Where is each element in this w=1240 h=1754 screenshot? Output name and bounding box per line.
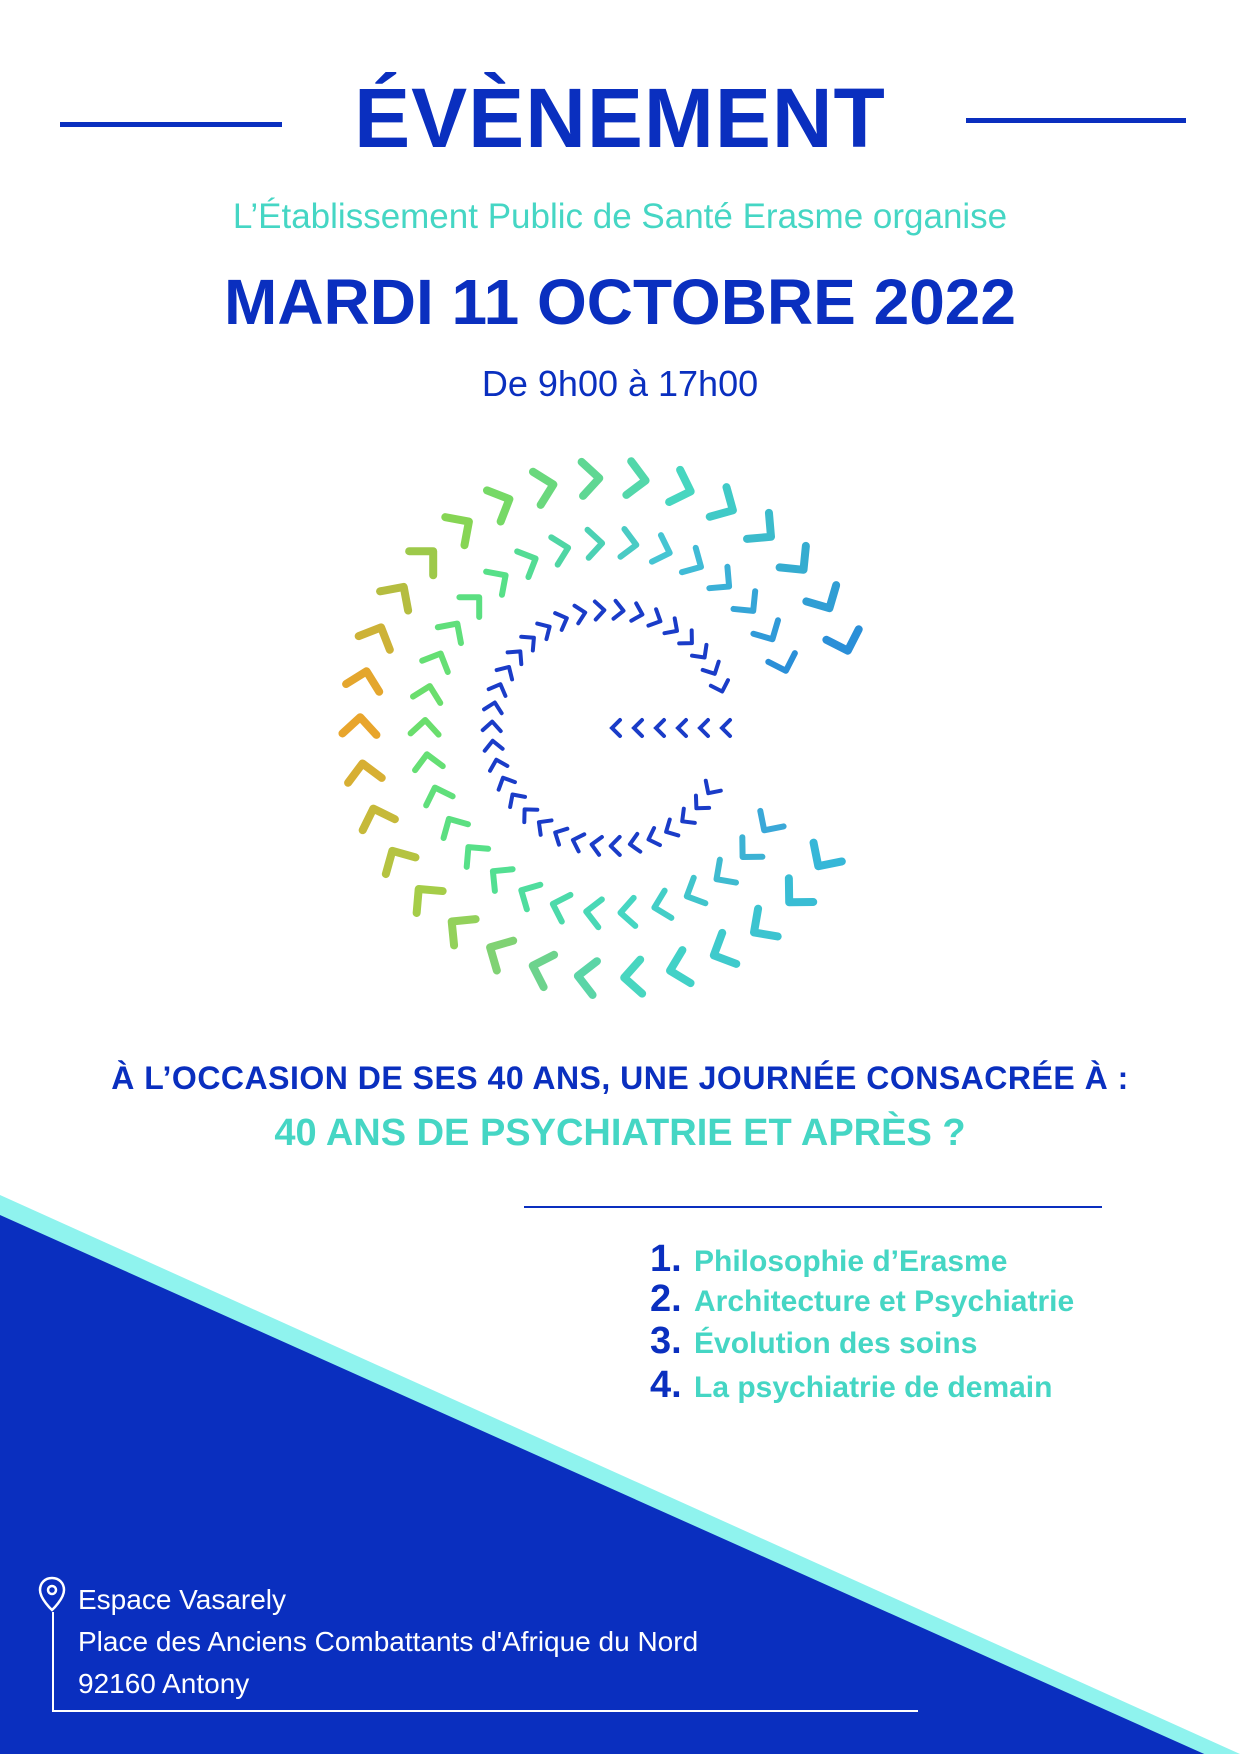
logo-chevron <box>555 610 570 630</box>
logo-chevron <box>575 604 588 623</box>
logo-chevron <box>515 878 541 909</box>
venue-name: Espace Vasarely <box>78 1584 287 1615</box>
logo-chevron <box>652 535 674 566</box>
topic-label: Philosophie d’Erasme <box>694 1245 1008 1278</box>
logo-chevron <box>482 932 513 970</box>
topic-number: 4. <box>650 1364 682 1406</box>
logo-chevron <box>548 891 570 922</box>
logo-chevron <box>488 757 508 771</box>
logo-chevron <box>508 646 528 665</box>
topic-number: 3. <box>650 1320 682 1362</box>
logo-chevron <box>651 891 671 922</box>
logo-chevron <box>806 585 844 616</box>
logo-chevron <box>588 529 603 558</box>
logo-chevron <box>679 630 698 649</box>
logo-chevron <box>711 680 731 694</box>
logo-chevron <box>483 721 501 731</box>
logo-chevron <box>710 487 742 525</box>
location-pin-icon <box>38 1576 66 1612</box>
logo-chevron <box>441 908 476 945</box>
topic-number: 2. <box>650 1278 682 1320</box>
logo-chevron <box>342 716 377 734</box>
topic-label: Évolution des soins <box>694 1327 978 1360</box>
logo-chevron <box>614 601 625 620</box>
logo-chevron <box>662 820 678 840</box>
logo-chevron <box>459 587 489 617</box>
logo-chevron <box>487 484 516 522</box>
logo-chevron <box>664 618 682 638</box>
topic-label: La psychiatrie de demain <box>694 1371 1053 1404</box>
logo-chevron <box>733 837 763 867</box>
logo-chevron <box>438 616 469 643</box>
venue-street: Place des Anciens Combattants d'Afrique du Nord <box>78 1626 699 1657</box>
logo-chevron <box>634 720 642 736</box>
logo-chevron <box>768 653 799 675</box>
logo-chevron <box>677 809 695 829</box>
logo-chevron <box>595 601 605 619</box>
logo-chevron <box>527 950 554 988</box>
venue-city: 92160 Antony <box>78 1668 250 1699</box>
logo-chevron <box>413 752 443 770</box>
logo-chevron <box>570 831 584 851</box>
logo-chevron <box>486 564 513 595</box>
logo-chevron <box>551 825 567 845</box>
logo-chevron <box>700 720 708 736</box>
topic-item <box>650 1278 1074 1321</box>
logo-chevron <box>458 838 488 867</box>
logo-chevron <box>584 898 601 928</box>
logo-chevron <box>537 619 554 639</box>
topic-label: Architecture et Psychiatrie <box>694 1285 1075 1318</box>
topics-divider <box>524 1206 1102 1208</box>
logo-chevron <box>411 719 440 734</box>
logo-chevron <box>631 603 645 623</box>
logo-chevron <box>484 701 504 714</box>
event-theme: 40 ANS DE PSYCHIATRIE ET APRÈS ? <box>274 1112 966 1154</box>
logo-chevron <box>623 960 642 995</box>
event-title: ÉVÈNEMENT <box>354 71 886 165</box>
logo-chevron <box>533 468 557 505</box>
logo-chevron <box>646 828 660 848</box>
logo-chevron <box>380 577 418 610</box>
logo-chevron <box>505 789 525 807</box>
topic-item <box>650 1238 1007 1281</box>
topic-item <box>650 1320 977 1363</box>
logo-chevron <box>582 461 600 496</box>
venue-side-bar <box>52 1612 54 1712</box>
logo-chevron <box>533 815 551 835</box>
logo-chevron <box>753 811 784 838</box>
logo-chevron <box>826 629 864 656</box>
logo-chevron <box>666 950 691 987</box>
logo-chevron <box>707 933 737 971</box>
logo-chevron <box>611 837 620 855</box>
logo-chevron <box>701 781 721 798</box>
logo-chevron <box>620 898 636 927</box>
logo-chevron <box>445 508 478 546</box>
logo-chevron <box>551 534 571 564</box>
event-time: De 9h00 à 17h00 <box>481 363 759 404</box>
logo-chevron <box>357 803 395 830</box>
logo-chevron <box>681 878 705 909</box>
logo-chevron <box>359 621 397 650</box>
topic-number: 1. <box>650 1238 682 1280</box>
logo-chevron <box>669 470 696 508</box>
logo-chevron <box>628 834 640 853</box>
logo-chevron <box>692 645 712 663</box>
logo-chevron <box>590 836 602 855</box>
logo-chevron <box>377 843 415 875</box>
logo-chevron <box>346 667 383 691</box>
logo-chevron <box>747 513 782 550</box>
venue-underline <box>52 1710 918 1712</box>
logo-chevron <box>422 783 453 805</box>
logo-chevron <box>703 662 723 678</box>
logo-chevron <box>517 546 541 577</box>
logo-chevron <box>744 909 777 947</box>
logo-chevron <box>484 740 503 751</box>
topic-item <box>650 1364 1052 1407</box>
organizer-line: L’Établissement Public de Santé Erasme organise <box>232 197 1008 236</box>
logo-chevron <box>709 567 738 597</box>
logo-chevron <box>648 609 664 629</box>
event-date: MARDI 11 OCTOBRE 2022 <box>224 266 1016 338</box>
logo-chevron <box>484 860 513 891</box>
logo-chevron <box>413 683 443 703</box>
logo-chevron <box>690 796 709 815</box>
logo-chevron <box>612 720 620 736</box>
logo-chevron <box>406 878 443 913</box>
logo-chevron <box>753 620 784 646</box>
logo-chevron <box>682 548 708 579</box>
logo-chevron <box>518 803 537 822</box>
logo-chevron <box>722 720 730 736</box>
logo-chevron <box>576 959 597 995</box>
logo-chevron <box>678 720 686 736</box>
logo-chevron <box>708 860 736 891</box>
logo-chevron <box>620 529 638 559</box>
logo-chevron <box>437 812 468 838</box>
logo-chevron <box>804 843 842 876</box>
logo-chevron <box>422 648 453 672</box>
logo-chevron <box>626 461 648 497</box>
logo-chevron <box>656 720 664 736</box>
logo-chevron <box>777 878 813 914</box>
logo-chevron <box>495 774 515 790</box>
logo-chevron <box>521 631 539 651</box>
logo-chevron <box>409 539 445 575</box>
logo-chevron <box>733 591 764 620</box>
logo-chevron <box>497 662 517 679</box>
logo-chevron <box>346 761 382 783</box>
occasion-intro: À L’OCCASION DE SES 40 ANS, UNE JOURNÉE CONSACRÉE À : <box>111 1060 1129 1096</box>
logo-chevron <box>489 681 509 696</box>
logo-chevron <box>780 546 817 581</box>
